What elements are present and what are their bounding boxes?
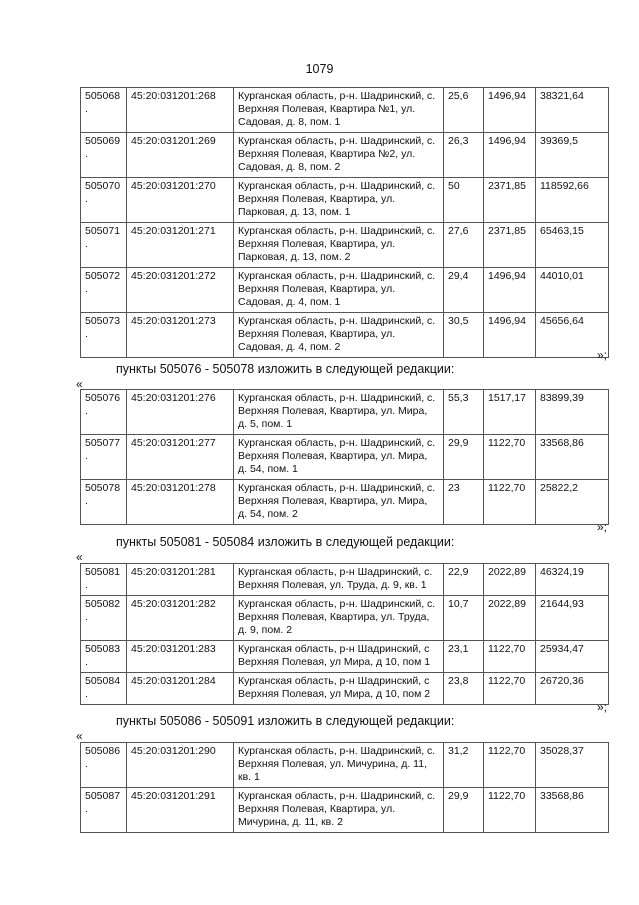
table-row bbox=[81, 564, 609, 596]
address: Курганская область, р-н. Шадринский, с. Верхняя Полевая, Квартира, ул. Мира, д. 54, пом. 1 bbox=[234, 435, 444, 480]
table-row bbox=[81, 673, 609, 705]
rate: 1122,70 bbox=[484, 673, 536, 705]
cadastral-number: 45:20:031201:291 bbox=[127, 788, 234, 833]
item-number: 505073. bbox=[81, 313, 127, 358]
cadastral-value: 44010,01 bbox=[536, 268, 609, 313]
page-number: 1079 bbox=[305, 62, 334, 76]
item-number: 505078. bbox=[81, 480, 127, 525]
area: 23,8 bbox=[444, 673, 484, 705]
area: 55,3 bbox=[444, 390, 484, 435]
cadastral-number: 45:20:031201:282 bbox=[127, 596, 234, 641]
cadastral-value: 46324,19 bbox=[536, 564, 609, 596]
address: Курганская область, р-н. Шадринский, с. Верхняя Полевая, Квартира, ул. Садовая, д. 4, пом. 2 bbox=[234, 313, 444, 358]
item-number: 505076. bbox=[81, 390, 127, 435]
cadastral-value: 118592,66 bbox=[536, 178, 609, 223]
address: Курганская область, р-н. Шадринский, с. Верхняя Полевая, Квартира, ул. Парковая, д. 13, пом. 1 bbox=[234, 178, 444, 223]
cadastral-table-2 bbox=[80, 389, 609, 525]
rate: 2022,89 bbox=[484, 564, 536, 596]
address: Курганская область, р-н Шадринский, с Верхняя Полевая, ул Мира, д 10, пом 1 bbox=[234, 641, 444, 673]
item-number: 505087. bbox=[81, 788, 127, 833]
address: Курганская область, р-н. Шадринский, с. Верхняя Полевая, Квартира, ул. Садовая, д. 4, пом. 1 bbox=[234, 268, 444, 313]
item-number: 505072. bbox=[81, 268, 127, 313]
address: Курганская область, р-н. Шадринский, с. Верхняя Полевая, ул. Мичурина, д. 11, кв. 1 bbox=[234, 743, 444, 788]
area: 10,7 bbox=[444, 596, 484, 641]
rate: 1496,94 bbox=[484, 133, 536, 178]
cadastral-value: 38321,64 bbox=[536, 88, 609, 133]
address: Курганская область, р-н Шадринский, с Верхняя Полевая, ул Мира, д 10, пом 2 bbox=[234, 673, 444, 705]
table-row bbox=[81, 788, 609, 833]
table-row bbox=[81, 313, 609, 358]
item-number: 505071. bbox=[81, 223, 127, 268]
address: Курганская область, р-н. Шадринский, с. Верхняя Полевая, Квартира, ул. Парковая, д. 13, пом. 2 bbox=[234, 223, 444, 268]
cadastral-number: 45:20:031201:281 bbox=[127, 564, 234, 596]
address: Курганская область, р-н. Шадринский, с. Верхняя Полевая, Квартира, ул. Мира, д. 54, пом. 2 bbox=[234, 480, 444, 525]
table-row bbox=[81, 390, 609, 435]
rate: 1496,94 bbox=[484, 268, 536, 313]
area: 29,4 bbox=[444, 268, 484, 313]
cadastral-table-3 bbox=[80, 563, 609, 705]
cadastral-number: 45:20:031201:271 bbox=[127, 223, 234, 268]
cadastral-value: 33568,86 bbox=[536, 435, 609, 480]
table-row bbox=[81, 743, 609, 788]
table-row bbox=[81, 480, 609, 525]
area: 50 bbox=[444, 178, 484, 223]
section-heading: пункты 505086 - 505091 изложить в следующей редакции: bbox=[116, 714, 455, 728]
cadastral-number: 45:20:031201:283 bbox=[127, 641, 234, 673]
cadastral-table-1 bbox=[80, 87, 609, 358]
area: 29,9 bbox=[444, 788, 484, 833]
table-row bbox=[81, 88, 609, 133]
table-row bbox=[81, 133, 609, 178]
cadastral-number: 45:20:031201:278 bbox=[127, 480, 234, 525]
cadastral-number: 45:20:031201:268 bbox=[127, 88, 234, 133]
table-row bbox=[81, 223, 609, 268]
cadastral-number: 45:20:031201:290 bbox=[127, 743, 234, 788]
cadastral-value: 65463,15 bbox=[536, 223, 609, 268]
item-number: 505083. bbox=[81, 641, 127, 673]
table-row bbox=[81, 435, 609, 480]
closing-quote: »; bbox=[596, 348, 607, 362]
item-number: 505068. bbox=[81, 88, 127, 133]
rate: 2022,89 bbox=[484, 596, 536, 641]
cadastral-value: 39369,5 bbox=[536, 133, 609, 178]
cadastral-number: 45:20:031201:276 bbox=[127, 390, 234, 435]
cadastral-value: 45656,64 bbox=[536, 313, 609, 358]
rate: 1517,17 bbox=[484, 390, 536, 435]
area: 27,6 bbox=[444, 223, 484, 268]
cadastral-value: 21644,93 bbox=[536, 596, 609, 641]
item-number: 505086. bbox=[81, 743, 127, 788]
address: Курганская область, р-н. Шадринский, с. Верхняя Полевая, Квартира, ул. Мира, д. 5, пом. 1 bbox=[234, 390, 444, 435]
table-row bbox=[81, 268, 609, 313]
address: Курганская область, р-н Шадринский, с. Верхняя Полевая, ул. Труда, д. 9, кв. 1 bbox=[234, 564, 444, 596]
area: 29,9 bbox=[444, 435, 484, 480]
area: 25,6 bbox=[444, 88, 484, 133]
section-heading: пункты 505081 - 505084 изложить в следующей редакции: bbox=[116, 535, 455, 549]
rate: 1496,94 bbox=[484, 313, 536, 358]
cadastral-value: 33568,86 bbox=[536, 788, 609, 833]
address: Курганская область, р-н. Шадринский, с. Верхняя Полевая, Квартира, ул. Труда, д. 9, пом. 2 bbox=[234, 596, 444, 641]
cadastral-value: 25822,2 bbox=[536, 480, 609, 525]
item-number: 505082. bbox=[81, 596, 127, 641]
cadastral-value: 83899,39 bbox=[536, 390, 609, 435]
cadastral-number: 45:20:031201:277 bbox=[127, 435, 234, 480]
table-row bbox=[81, 178, 609, 223]
cadastral-number: 45:20:031201:270 bbox=[127, 178, 234, 223]
cadastral-number: 45:20:031201:269 bbox=[127, 133, 234, 178]
cadastral-number: 45:20:031201:284 bbox=[127, 673, 234, 705]
item-number: 505081. bbox=[81, 564, 127, 596]
cadastral-number: 45:20:031201:273 bbox=[127, 313, 234, 358]
address: Курганская область, р-н. Шадринский, с. Верхняя Полевая, Квартира, ул. Мичурина, д. 11, кв. 2 bbox=[234, 788, 444, 833]
closing-quote: »; bbox=[596, 700, 607, 714]
section-heading: пункты 505076 - 505078 изложить в следующей редакции: bbox=[116, 362, 455, 376]
address: Курганская область, р-н. Шадринский, с. Верхняя Полевая, Квартира №2, ул. Садовая, д. 8, пом. 2 bbox=[234, 133, 444, 178]
rate: 1122,70 bbox=[484, 788, 536, 833]
item-number: 505069. bbox=[81, 133, 127, 178]
table-row bbox=[81, 641, 609, 673]
rate: 1122,70 bbox=[484, 743, 536, 788]
cadastral-value: 25934,47 bbox=[536, 641, 609, 673]
area: 26,3 bbox=[444, 133, 484, 178]
opening-quote: « bbox=[76, 377, 83, 391]
rate: 2371,85 bbox=[484, 178, 536, 223]
rate: 1122,70 bbox=[484, 641, 536, 673]
item-number: 505084. bbox=[81, 673, 127, 705]
cadastral-value: 26720,36 bbox=[536, 673, 609, 705]
area: 22,9 bbox=[444, 564, 484, 596]
address: Курганская область, р-н. Шадринский, с. Верхняя Полевая, Квартира №1, ул. Садовая, д. 8, пом. 1 bbox=[234, 88, 444, 133]
item-number: 505070. bbox=[81, 178, 127, 223]
table-row bbox=[81, 596, 609, 641]
rate: 1122,70 bbox=[484, 435, 536, 480]
rate: 1496,94 bbox=[484, 88, 536, 133]
opening-quote: « bbox=[76, 729, 83, 743]
cadastral-number: 45:20:031201:272 bbox=[127, 268, 234, 313]
cadastral-value: 35028,37 bbox=[536, 743, 609, 788]
area: 30,5 bbox=[444, 313, 484, 358]
opening-quote: « bbox=[76, 550, 83, 564]
closing-quote: »; bbox=[596, 520, 607, 534]
rate: 1122,70 bbox=[484, 480, 536, 525]
area: 23,1 bbox=[444, 641, 484, 673]
item-number: 505077. bbox=[81, 435, 127, 480]
area: 23 bbox=[444, 480, 484, 525]
cadastral-table-4 bbox=[80, 742, 609, 833]
rate: 2371,85 bbox=[484, 223, 536, 268]
area: 31,2 bbox=[444, 743, 484, 788]
